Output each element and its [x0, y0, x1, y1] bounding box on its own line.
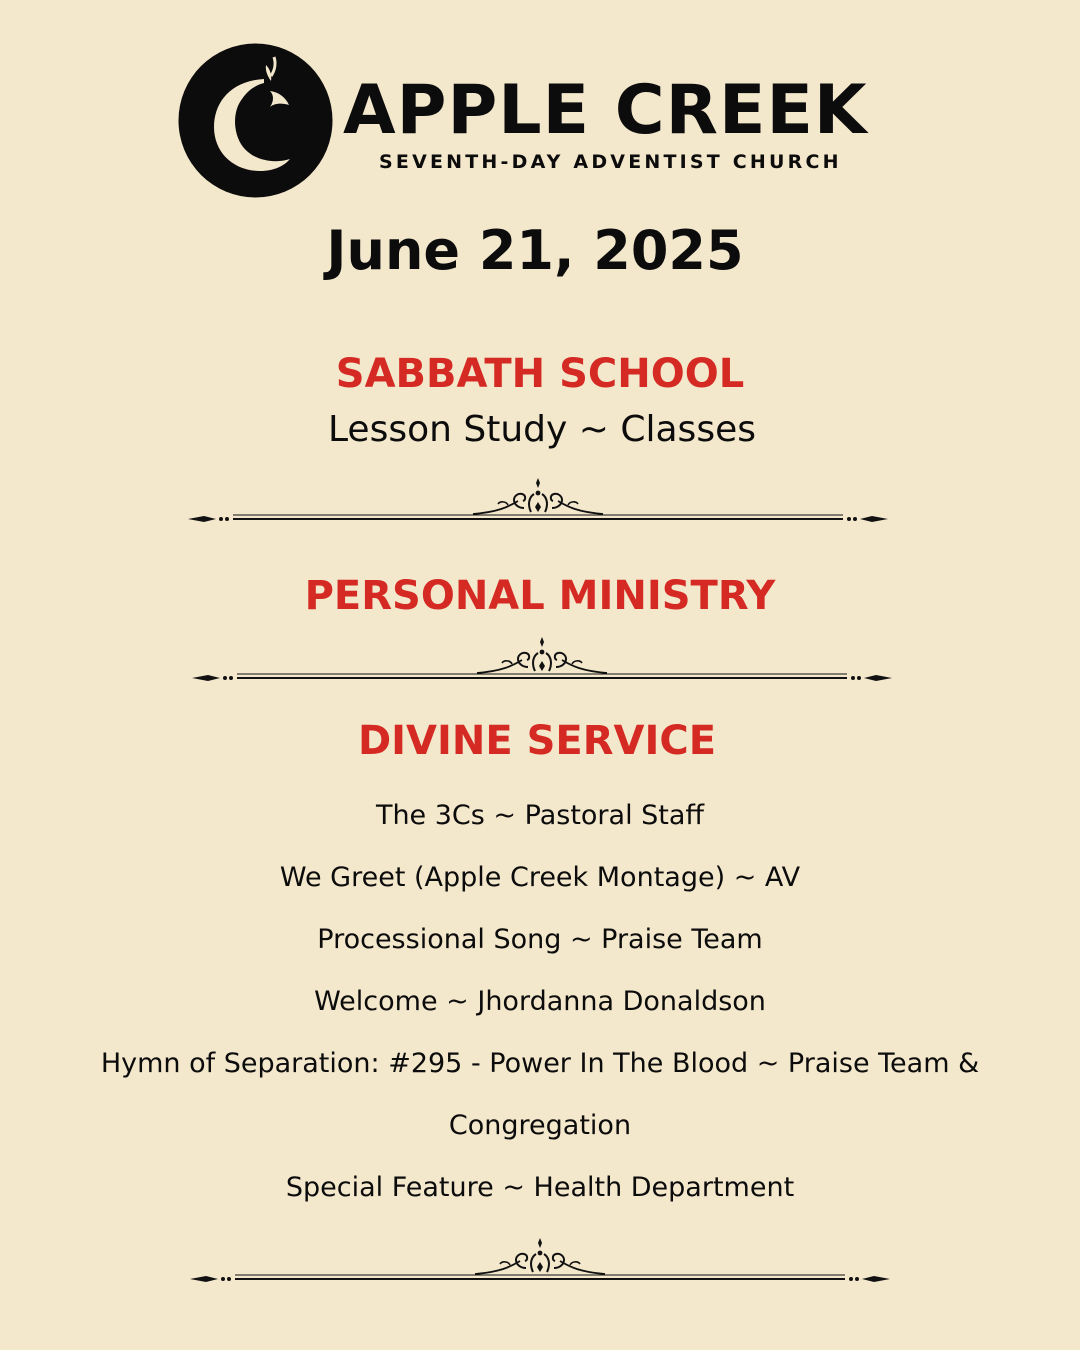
church-subtitle: SEVENTH-DAY ADVENTIST CHURCH	[379, 151, 842, 173]
church-name: APPLE CREEK	[343, 71, 868, 150]
ornamental-divider	[190, 1234, 890, 1286]
program-item: Special Feature ~ Health Department	[285, 1172, 795, 1203]
sabbath-school-title: SABBATH SCHOOL	[335, 351, 745, 397]
divine-service-title: DIVINE SERVICE	[357, 718, 717, 764]
personal-ministry-title: PERSONAL MINISTRY	[304, 573, 776, 619]
program-item: Processional Song ~ Praise Team	[317, 924, 763, 955]
ornamental-divider	[192, 633, 892, 685]
divine-service-program	[40, 785, 1040, 1219]
ornamental-divider	[188, 474, 888, 526]
apple-c-logo-icon	[178, 43, 333, 198]
church-logo	[178, 43, 913, 199]
sabbath-school-subtitle: Lesson Study ~ Classes	[328, 409, 756, 450]
program-item: Welcome ~ Jhordanna Donaldson	[314, 986, 766, 1017]
service-date: June 21, 2025	[326, 219, 744, 282]
program-item: The 3Cs ~ Pastoral Staff	[375, 800, 705, 831]
program-item: Hymn of Separation: #295 - Power In The Blood ~ Praise Team & Congregation	[100, 1048, 980, 1141]
program-item: We Greet (Apple Creek Montage) ~ AV	[279, 862, 801, 893]
